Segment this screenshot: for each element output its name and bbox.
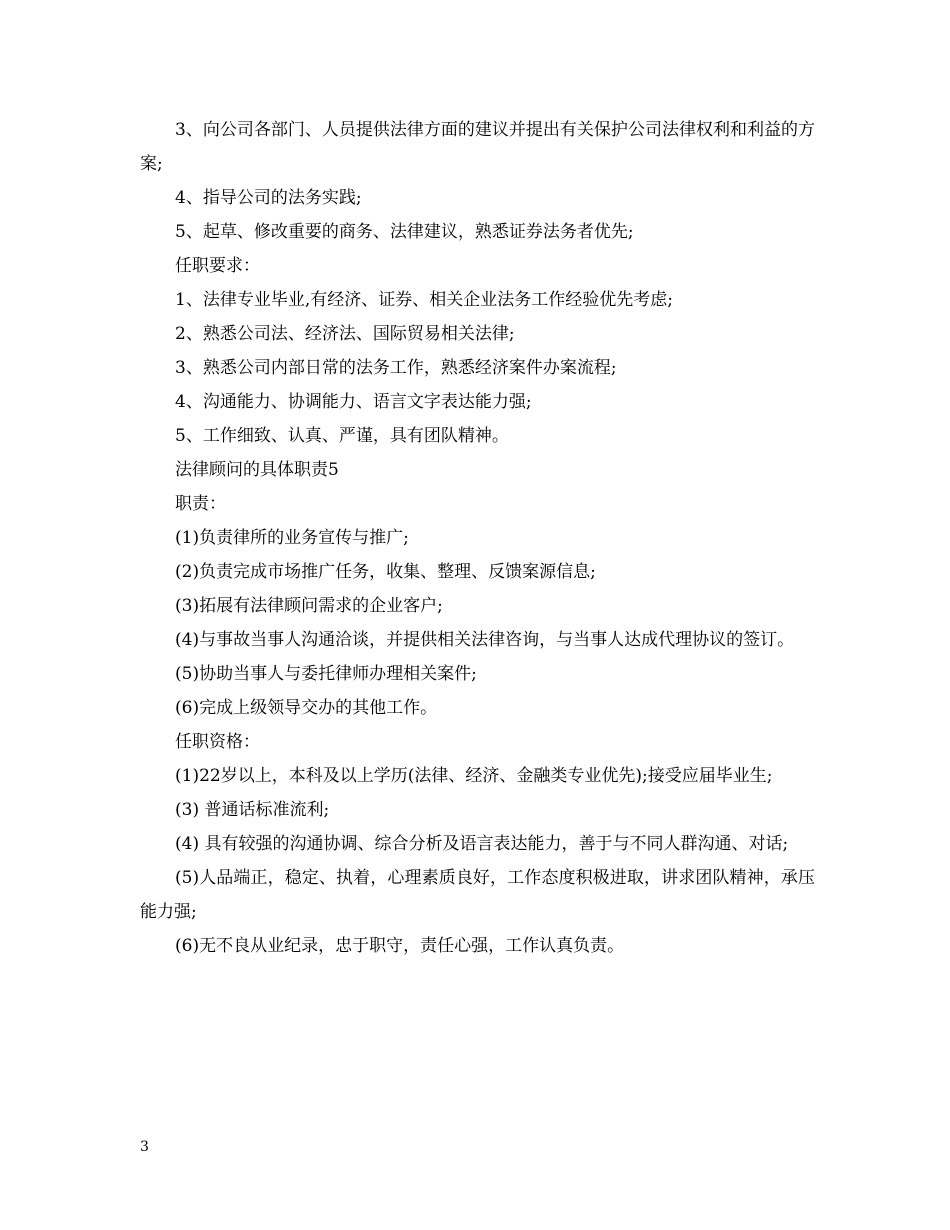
paragraph-requirement-5: 5、工作细致、认真、严谨，具有团队精神。 bbox=[175, 426, 509, 446]
heading-duties: 职责： bbox=[175, 494, 226, 514]
paragraph-duty-item-3: (3)拓展有法律顾问需求的企业客户; bbox=[175, 596, 443, 616]
page-number: 3 bbox=[140, 1139, 149, 1155]
paragraph-duty-item-2: (2)负责完成市场推广任务，收集、整理、反馈案源信息; bbox=[175, 562, 596, 582]
paragraph-requirement-1: 1、法律专业毕业,有经济、证券、相关企业法务工作经验优先考虑; bbox=[175, 290, 673, 310]
paragraph-duty-item-5: (5)协助当事人与委托律师办理相关案件; bbox=[175, 664, 477, 684]
paragraph-qualification-6: (6)无不良从业纪录，忠于职守，责任心强，工作认真负责。 bbox=[175, 936, 625, 956]
heading-qualifications: 任职资格： bbox=[175, 732, 260, 752]
section-title: 法律顾问的具体职责5 bbox=[175, 460, 339, 480]
paragraph-qualification-3: (3) 普通话标准流利; bbox=[175, 800, 330, 820]
heading-requirements: 任职要求： bbox=[175, 256, 260, 276]
paragraph-qualification-5: (5)人品端正，稳定、执着，心理素质良好，工作态度积极进取，讲求团队精神，承压能力强; bbox=[140, 868, 815, 922]
paragraph-requirement-3: 3、熟悉公司内部日常的法务工作，熟悉经济案件办案流程; bbox=[175, 358, 617, 378]
paragraph-duty-item-4: (4)与事故当事人沟通洽谈，并提供相关法律咨询，与当事人达成代理协议的签订。 bbox=[175, 630, 795, 650]
paragraph-duty-item-1: (1)负责律所的业务宣传与推广; bbox=[175, 528, 409, 548]
paragraph-duty-3: 3、向公司各部门、人员提供法律方面的建议并提出有关保护公司法律权利和利益的方案; bbox=[140, 120, 815, 174]
paragraph-duty-5: 5、起草、修改重要的商务、法律建议，熟悉证券法务者优先; bbox=[175, 222, 634, 242]
document-body bbox=[140, 113, 815, 963]
paragraph-duty-4: 4、指导公司的法务实践; bbox=[175, 188, 362, 208]
paragraph-qualification-1: (1)22岁以上，本科及以上学历(法律、经济、金融类专业优先);接受应届毕业生; bbox=[175, 766, 773, 786]
paragraph-qualification-4: (4) 具有较强的沟通协调、综合分析及语言表达能力，善于与不同人群沟通、对话; bbox=[175, 834, 789, 854]
paragraph-duty-item-6: (6)完成上级领导交办的其他工作。 bbox=[175, 698, 438, 718]
paragraph-requirement-4: 4、沟通能力、协调能力、语言文字表达能力强; bbox=[175, 392, 532, 412]
paragraph-requirement-2: 2、熟悉公司法、经济法、国际贸易相关法律; bbox=[175, 324, 515, 344]
